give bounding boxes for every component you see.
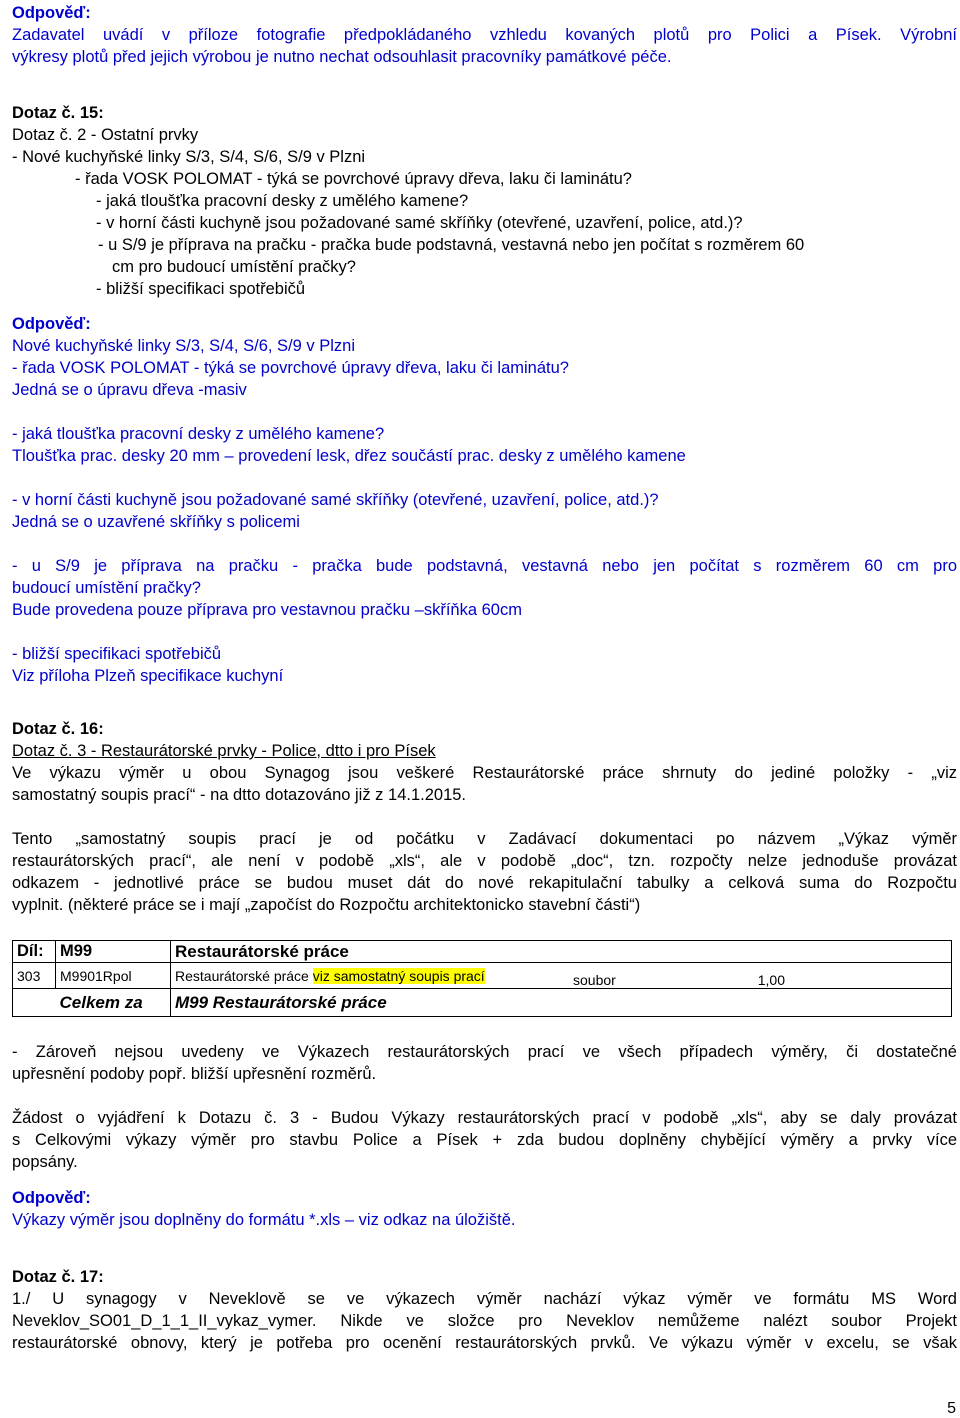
answer-label: Odpověď: xyxy=(12,1189,91,1207)
row-name: Restaurátorské práce xyxy=(175,967,309,984)
text-line: - v horní části kuchyně jsou požadované samé skříňky (otevřené, uzavření, police, atd.)? xyxy=(12,491,659,509)
text-line: odkazem - jednotlivé práce se budou muset dát do nové rekapitulační tabulky a celková suma do Rozpočtu xyxy=(12,874,957,892)
table-cell: M99 Restaurátorské práce xyxy=(171,989,952,1017)
text-line: - jaká tloušťka pracovní desky z umělého kamene? xyxy=(12,425,385,443)
page-number: 5 xyxy=(947,1400,956,1417)
table-footer-row xyxy=(13,989,952,1017)
text-line: restaurátorské obnovy, který je potřeba pro ocenění restaurátorských prvků. Ve výkazu výměr v excelu, se však xyxy=(12,1334,957,1352)
text-line: - bližší specifikaci spotřebičů xyxy=(12,645,222,663)
text-line: Výkazy výměr jsou doplněny do formátu *.xls – viz odkaz na úložiště. xyxy=(12,1211,516,1229)
text-line: Jedná se o úpravu dřeva -masiv xyxy=(12,381,247,399)
table-cell: Restaurátorské práce xyxy=(171,941,952,963)
question-heading: Dotaz č. 15: xyxy=(12,104,104,122)
table-cell: soubor xyxy=(569,963,667,989)
text-line: - jaká tloušťka pracovní desky z umělého kamene? xyxy=(96,192,469,210)
table-cell: M99 xyxy=(56,941,171,963)
text-line: výkresy plotů před jejich výrobou je nutno nechat odsouhlasit pracovníky památkové péče. xyxy=(12,48,672,66)
text-line: samostatný soupis prací“ - na dtto dotazováno již z 14.1.2015. xyxy=(12,786,467,804)
text-line: Tento „samostatný soupis prací je od počátku v Zadávací dokumentaci po názvem „Výkaz výměr xyxy=(12,830,957,848)
table-cell: 303 xyxy=(13,963,56,989)
text-line: upřesnění podoby popř. bližší upřesnění rozměrů. xyxy=(12,1065,377,1083)
question-heading: Dotaz č. 16: xyxy=(12,720,104,738)
text-line: Žádost o vyjádření k Dotazu č. 3 - Budou Výkazy restaurátorských prací v podobě „xls“, aby se daly provázat xyxy=(12,1109,957,1127)
table-cell xyxy=(13,989,56,1017)
question-16 xyxy=(12,718,957,916)
table-row xyxy=(13,963,952,989)
question-heading: Dotaz č. 17: xyxy=(12,1268,104,1286)
table-header-row xyxy=(13,941,952,963)
answer-14 xyxy=(12,2,957,68)
answer-label: Odpověď: xyxy=(12,4,91,22)
text-line: - řada VOSK POLOMAT - týká se povrchové úpravy dřeva, laku či laminátu? xyxy=(12,359,569,377)
text-line: Bude provedena pouze příprava pro vestavnou pračku –skříňka 60cm xyxy=(12,601,522,619)
text-line: - bližší specifikaci spotřebičů xyxy=(96,280,306,298)
table-cell: M9901Rpol xyxy=(56,963,171,989)
text-line: - u S/9 je příprava na pračku - pračka bude podstavná, vestavná nebo jen počítat s rozměrem 60 cm pro xyxy=(12,557,957,575)
text-line: popsány. xyxy=(12,1153,78,1171)
text-line: - u S/9 je příprava na pračku - pračka bude podstavná, vestavná nebo jen počítat s rozměrem 60 xyxy=(98,236,805,254)
answer-15 xyxy=(12,313,957,687)
text-line: vyplnit. (některé práce se i mají „započíst do Rozpočtu architektonicko stavební části“) xyxy=(12,896,641,914)
text-line: Viz příloha Plzeň specifikace kuchyní xyxy=(12,667,284,685)
question-subheading: Dotaz č. 3 - Restaurátorské prvky - Police, dtto i pro Písek xyxy=(12,742,436,760)
answer-16 xyxy=(12,1187,957,1231)
text-line: - Zároveň nejsou uvedeny ve Výkazech restaurátorských prací ve všech případech výměry, či dostatečné xyxy=(12,1043,957,1061)
text-line: Tloušťka prac. desky 20 mm – provedení lesk, dřez součástí prac. desky z umělého kamene xyxy=(12,447,686,465)
quantity: 1,00 xyxy=(757,972,785,988)
table-cell xyxy=(171,963,570,989)
table-cell xyxy=(667,963,952,989)
question-15 xyxy=(12,102,957,300)
text-line: cm pro budoucí umístění pračky? xyxy=(112,258,356,276)
text-line: restaurátorských prací“, ale není v podobě „xls“, ale v podobě „doc“, tzn. rozpočty nelze jednoduše provázat xyxy=(12,852,957,870)
highlighted-text: viz samostatný soupis prací xyxy=(312,967,485,984)
text-line: - Nové kuchyňské linky S/3, S/4, S/6, S/9 v Plzni xyxy=(12,148,366,166)
text-line: - řada VOSK POLOMAT - týká se povrchové úpravy dřeva, laku či laminátu? xyxy=(75,170,632,188)
text-line: s Celkovými výkazy výměr pro stavbu Police a Písek + zda budou doplněny chybějící výměry a prvky více xyxy=(12,1131,957,1149)
text-line: budoucí umístění pračky? xyxy=(12,579,201,597)
text-line: Zadavatel uvádí v příloze fotografie předpokládaného vzhledu kovaných plotů pro Polici a Písek. Výrobní xyxy=(12,26,957,44)
text-line: Neveklov_SO01_D_1_1_II_vykaz_vymer. Nikde ve složce pro Neveklov nemůžeme nalézt soubor Projekt xyxy=(12,1312,957,1330)
question-17 xyxy=(12,1266,957,1354)
table-cell: Celkem za xyxy=(56,989,171,1017)
text-line: Ve výkazu výměr u obou Synagog jsou veškeré Restaurátorské práce shrnuty do jediné položky - „viz xyxy=(12,764,957,782)
question-16-continued xyxy=(12,1041,957,1173)
text-line: - v horní části kuchyně jsou požadované samé skříňky (otevřené, uzavření, police, atd.)? xyxy=(96,214,743,232)
text-line: Jedná se o uzavřené skříňky s policemi xyxy=(12,513,300,531)
cost-table xyxy=(12,940,952,1017)
text-line: Nové kuchyňské linky S/3, S/4, S/6, S/9 v Plzni xyxy=(12,337,355,355)
question-subheading: Dotaz č. 2 - Ostatní prvky xyxy=(12,126,199,144)
table-cell: Díl: xyxy=(13,941,56,963)
answer-label: Odpověď: xyxy=(12,315,91,333)
text-line: 1./ U synagogy v Neveklově se ve výkazech výměr nachází výkaz výměr ve formátu MS Word xyxy=(12,1290,957,1308)
